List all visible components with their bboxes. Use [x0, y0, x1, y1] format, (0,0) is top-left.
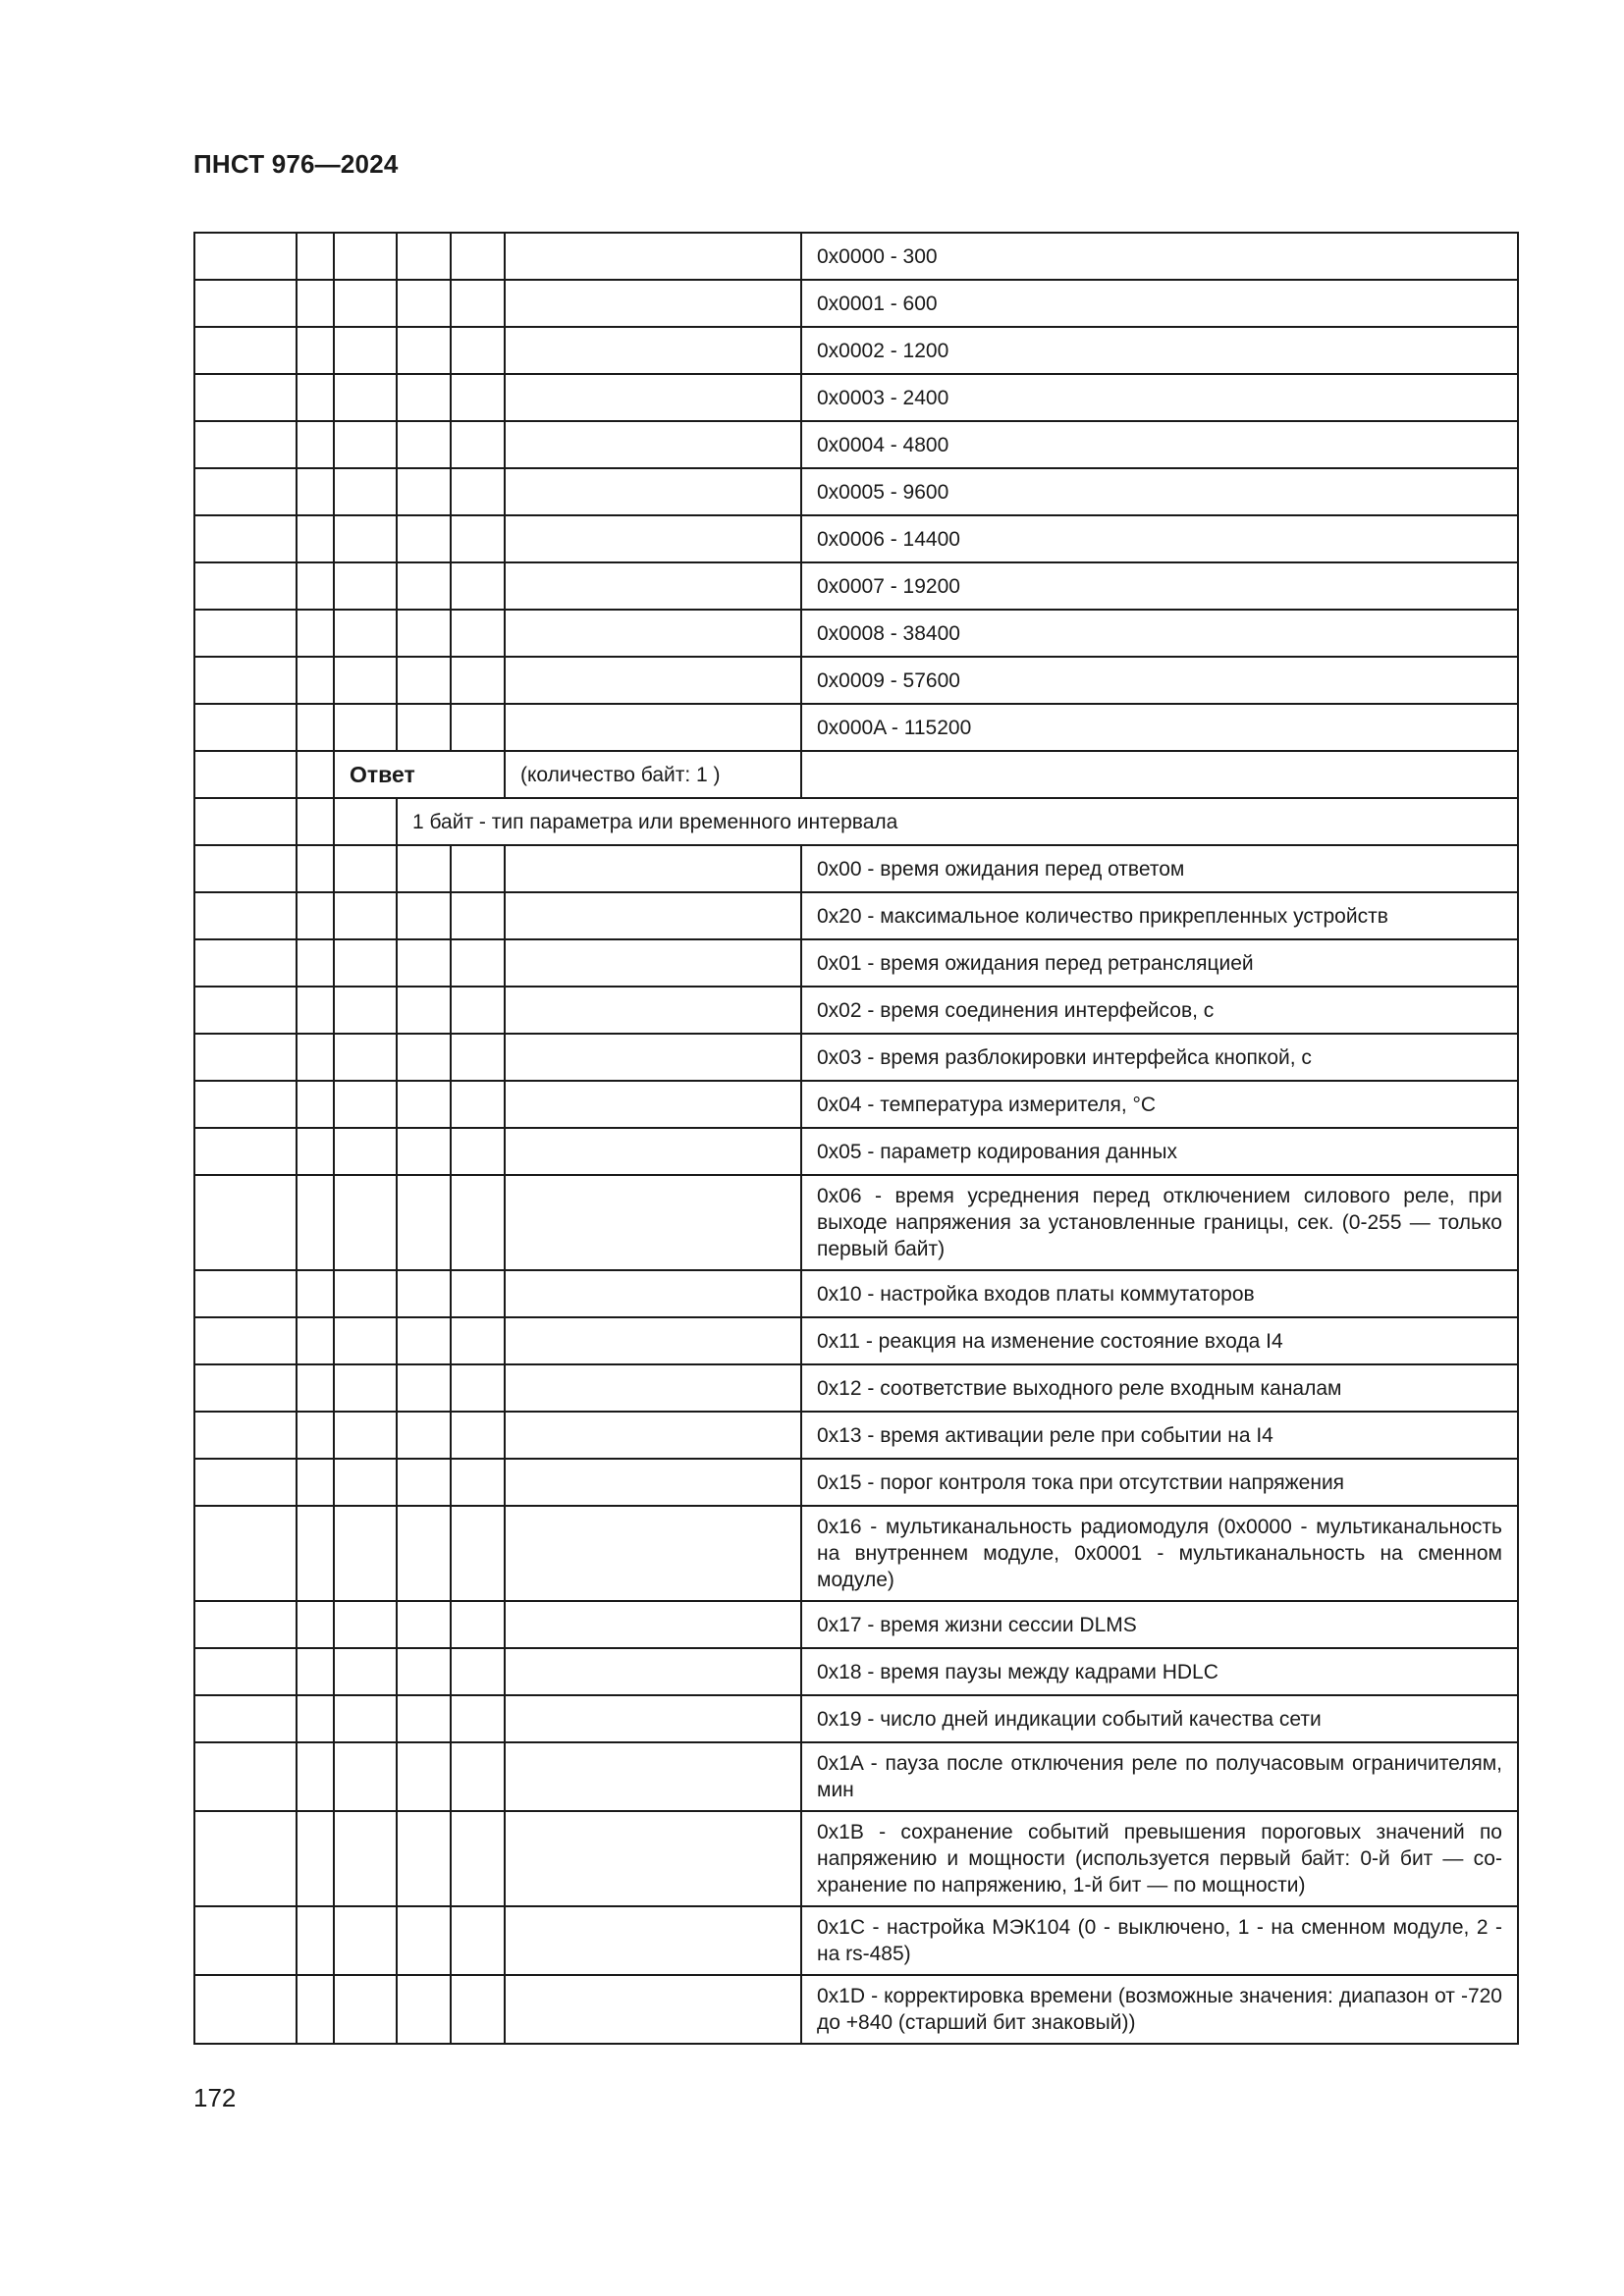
table-row	[194, 1601, 1518, 1648]
value-description: 0x17 - время жизни сессии DLMS	[801, 1601, 1518, 1648]
empty-cell	[194, 1906, 297, 1975]
empty-cell	[397, 892, 451, 939]
empty-cell	[194, 1364, 297, 1412]
empty-cell	[397, 1081, 451, 1128]
empty-cell	[194, 1506, 297, 1601]
empty-cell	[194, 751, 297, 798]
document-header: ПНСТ 976—2024	[193, 149, 399, 179]
value-description: 0x10 - настройка входов платы коммутаторов	[801, 1270, 1518, 1317]
empty-cell	[451, 939, 505, 987]
value-description: 0x0009 - 57600	[801, 657, 1518, 704]
empty-cell	[505, 562, 801, 610]
empty-cell	[451, 1034, 505, 1081]
empty-cell	[194, 939, 297, 987]
empty-cell	[334, 1081, 397, 1128]
empty-cell	[505, 327, 801, 374]
empty-cell	[397, 1034, 451, 1081]
empty-cell	[451, 987, 505, 1034]
table-row	[194, 468, 1518, 515]
empty-cell	[194, 421, 297, 468]
value-description: 0x0002 - 1200	[801, 327, 1518, 374]
empty-cell	[451, 1601, 505, 1648]
empty-cell	[505, 1270, 801, 1317]
empty-cell	[397, 704, 451, 751]
empty-cell	[451, 1128, 505, 1175]
empty-cell	[334, 233, 397, 280]
empty-cell	[297, 1412, 334, 1459]
empty-cell	[297, 1459, 334, 1506]
empty-cell	[451, 327, 505, 374]
empty-cell	[334, 1317, 397, 1364]
empty-cell	[505, 1317, 801, 1364]
table-row	[194, 1412, 1518, 1459]
empty-cell	[505, 374, 801, 421]
empty-cell	[451, 1648, 505, 1695]
table-row	[194, 421, 1518, 468]
empty-cell	[451, 280, 505, 327]
table-row	[194, 704, 1518, 751]
empty-cell	[297, 798, 334, 845]
empty-cell	[334, 1412, 397, 1459]
empty-cell	[297, 280, 334, 327]
empty-cell	[194, 280, 297, 327]
empty-cell	[397, 1648, 451, 1695]
empty-cell	[451, 704, 505, 751]
value-description: 0x0004 - 4800	[801, 421, 1518, 468]
empty-cell	[505, 1648, 801, 1695]
empty-cell	[297, 1128, 334, 1175]
empty-cell	[505, 280, 801, 327]
table-row	[194, 1811, 1518, 1906]
empty-cell	[334, 987, 397, 1034]
empty-cell	[297, 1034, 334, 1081]
empty-cell	[397, 1695, 451, 1742]
empty-cell	[397, 1601, 451, 1648]
empty-cell	[334, 704, 397, 751]
empty-cell	[505, 1811, 801, 1906]
empty-cell	[505, 939, 801, 987]
empty-cell	[451, 562, 505, 610]
value-description: 0x0005 - 9600	[801, 468, 1518, 515]
empty-cell	[451, 1364, 505, 1412]
empty-cell	[334, 327, 397, 374]
empty-cell	[505, 1128, 801, 1175]
empty-cell	[297, 704, 334, 751]
table-row	[194, 1175, 1518, 1270]
empty-cell	[451, 845, 505, 892]
empty-cell	[297, 751, 334, 798]
empty-cell	[334, 374, 397, 421]
empty-cell	[194, 987, 297, 1034]
empty-cell	[451, 657, 505, 704]
empty-cell	[297, 1811, 334, 1906]
empty-cell	[451, 468, 505, 515]
empty-cell	[297, 1506, 334, 1601]
value-description: 0x0001 - 600	[801, 280, 1518, 327]
empty-cell	[505, 1601, 801, 1648]
value-description: 0x0000 - 300	[801, 233, 1518, 280]
value-description: 0x000A - 115200	[801, 704, 1518, 751]
empty-cell	[801, 751, 1518, 798]
empty-cell	[397, 1906, 451, 1975]
empty-cell	[334, 1175, 397, 1270]
empty-cell	[334, 515, 397, 562]
empty-cell	[334, 468, 397, 515]
empty-cell	[397, 1270, 451, 1317]
empty-cell	[397, 1811, 451, 1906]
table-row	[194, 610, 1518, 657]
empty-cell	[505, 610, 801, 657]
empty-cell	[451, 1506, 505, 1601]
empty-cell	[505, 1459, 801, 1506]
empty-cell	[194, 233, 297, 280]
empty-cell	[451, 610, 505, 657]
table-row	[194, 1906, 1518, 1975]
empty-cell	[397, 562, 451, 610]
empty-cell	[194, 657, 297, 704]
empty-cell	[194, 1128, 297, 1175]
value-description: 0x11 - реакция на изменение состояние входа I4	[801, 1317, 1518, 1364]
empty-cell	[505, 1412, 801, 1459]
empty-cell	[397, 987, 451, 1034]
empty-cell	[334, 1811, 397, 1906]
empty-cell	[451, 1906, 505, 1975]
value-description: 0x12 - соответствие выходного реле входным каналам	[801, 1364, 1518, 1412]
empty-cell	[297, 233, 334, 280]
table-row	[194, 892, 1518, 939]
empty-cell	[334, 892, 397, 939]
table-row	[194, 1081, 1518, 1128]
value-description: 0x04 - температура измерителя, °С	[801, 1081, 1518, 1128]
empty-cell	[505, 515, 801, 562]
empty-cell	[194, 845, 297, 892]
empty-cell	[297, 1601, 334, 1648]
empty-cell	[451, 1270, 505, 1317]
empty-cell	[334, 1128, 397, 1175]
empty-cell	[297, 1317, 334, 1364]
table-row	[194, 280, 1518, 327]
empty-cell	[505, 1906, 801, 1975]
empty-cell	[297, 327, 334, 374]
value-description: 0x0003 - 2400	[801, 374, 1518, 421]
empty-cell	[505, 468, 801, 515]
empty-cell	[505, 1742, 801, 1811]
empty-cell	[334, 562, 397, 610]
empty-cell	[194, 798, 297, 845]
empty-cell	[297, 421, 334, 468]
empty-cell	[297, 939, 334, 987]
table-row	[194, 562, 1518, 610]
value-description: 0x16 - мультиканальность радиомодуля (0x0000 - мультиканальность на внутреннем модуле, 0x0001 - мультиканальность на сменном модуле)	[801, 1506, 1518, 1601]
empty-cell	[334, 421, 397, 468]
empty-cell	[451, 1175, 505, 1270]
empty-cell	[505, 1081, 801, 1128]
empty-cell	[297, 1270, 334, 1317]
empty-cell	[194, 1034, 297, 1081]
empty-cell	[397, 1742, 451, 1811]
table-row	[194, 374, 1518, 421]
empty-cell	[451, 1975, 505, 2044]
empty-cell	[297, 892, 334, 939]
empty-cell	[334, 610, 397, 657]
empty-cell	[297, 1175, 334, 1270]
empty-cell	[194, 1601, 297, 1648]
empty-cell	[297, 374, 334, 421]
empty-cell	[194, 1811, 297, 1906]
empty-cell	[397, 468, 451, 515]
value-description: 0x19 - число дней индикации событий качества сети	[801, 1695, 1518, 1742]
value-description: 0x02 - время соединения интерфейсов, с	[801, 987, 1518, 1034]
empty-cell	[297, 1648, 334, 1695]
table-row	[194, 1317, 1518, 1364]
empty-cell	[334, 798, 397, 845]
empty-cell	[397, 845, 451, 892]
table-row	[194, 1742, 1518, 1811]
value-description: 0x05 - параметр кодирования данных	[801, 1128, 1518, 1175]
table-row	[194, 1975, 1518, 2044]
empty-cell	[334, 280, 397, 327]
empty-cell	[194, 1317, 297, 1364]
empty-cell	[505, 704, 801, 751]
empty-cell	[194, 515, 297, 562]
table-row	[194, 1034, 1518, 1081]
empty-cell	[334, 845, 397, 892]
empty-cell	[297, 1364, 334, 1412]
value-description: 0x20 - максимальное количество прикрепленных устройств	[801, 892, 1518, 939]
empty-cell	[505, 1695, 801, 1742]
empty-cell	[451, 233, 505, 280]
value-description: 0x0008 - 38400	[801, 610, 1518, 657]
empty-cell	[505, 1975, 801, 2044]
empty-cell	[451, 892, 505, 939]
empty-cell	[194, 892, 297, 939]
empty-cell	[194, 1695, 297, 1742]
table-row	[194, 1506, 1518, 1601]
empty-cell	[334, 657, 397, 704]
empty-cell	[334, 1906, 397, 1975]
value-description: 0x0006 - 14400	[801, 515, 1518, 562]
empty-cell	[334, 1601, 397, 1648]
table-row	[194, 1459, 1518, 1506]
empty-cell	[397, 1175, 451, 1270]
value-description: 0x1A - пауза после отключения реле по получасовым ограничителям, мин	[801, 1742, 1518, 1811]
table-row	[194, 1695, 1518, 1742]
empty-cell	[505, 233, 801, 280]
empty-cell	[334, 1648, 397, 1695]
value-description: 0x13 - время активации реле при событии на I4	[801, 1412, 1518, 1459]
empty-cell	[194, 1975, 297, 2044]
empty-cell	[194, 1081, 297, 1128]
response-label: Ответ	[334, 751, 505, 798]
empty-cell	[505, 421, 801, 468]
empty-cell	[297, 610, 334, 657]
empty-cell	[194, 1175, 297, 1270]
empty-cell	[334, 1695, 397, 1742]
table-row	[194, 1364, 1518, 1412]
empty-cell	[505, 892, 801, 939]
empty-cell	[397, 1317, 451, 1364]
empty-cell	[451, 1811, 505, 1906]
empty-cell	[334, 1975, 397, 2044]
empty-cell	[505, 845, 801, 892]
empty-cell	[194, 1412, 297, 1459]
empty-cell	[451, 515, 505, 562]
empty-cell	[397, 374, 451, 421]
response-row	[194, 751, 1518, 798]
value-description: 0x1C - настройка МЭК104 (0 - выключено, 1 - на сменном модуле, 2 - на rs-485)	[801, 1906, 1518, 1975]
page-number: 172	[193, 2083, 237, 2112]
empty-cell	[194, 1270, 297, 1317]
empty-cell	[194, 1742, 297, 1811]
empty-cell	[451, 1317, 505, 1364]
table-row	[194, 515, 1518, 562]
empty-cell	[334, 1459, 397, 1506]
empty-cell	[397, 610, 451, 657]
table-row	[194, 1128, 1518, 1175]
table-row	[194, 1648, 1518, 1695]
empty-cell	[397, 1459, 451, 1506]
empty-cell	[334, 1270, 397, 1317]
table-body	[194, 233, 1518, 2044]
empty-cell	[297, 1742, 334, 1811]
empty-cell	[397, 1128, 451, 1175]
empty-cell	[397, 421, 451, 468]
empty-cell	[194, 374, 297, 421]
table-row	[194, 327, 1518, 374]
empty-cell	[194, 1459, 297, 1506]
value-description: 0x0007 - 19200	[801, 562, 1518, 610]
table-row	[194, 987, 1518, 1034]
empty-cell	[334, 1506, 397, 1601]
empty-cell	[194, 610, 297, 657]
empty-cell	[194, 1648, 297, 1695]
empty-cell	[397, 280, 451, 327]
value-description: 0x03 - время разблокировки интерфейса кнопкой, с	[801, 1034, 1518, 1081]
table-row	[194, 657, 1518, 704]
empty-cell	[451, 1412, 505, 1459]
value-description: 0x06 - время усреднения перед отключением силового реле, при выходе напряжения за установленные границы, сек. (0-255 — только первый байт)	[801, 1175, 1518, 1270]
table-row	[194, 1270, 1518, 1317]
empty-cell	[451, 1459, 505, 1506]
empty-cell	[397, 1412, 451, 1459]
empty-cell	[397, 939, 451, 987]
empty-cell	[451, 1695, 505, 1742]
value-description: 0x1D - корректировка времени (возможные значения: диапазон от -720 до +840 (старший бит знаковый))	[801, 1975, 1518, 2044]
empty-cell	[334, 1364, 397, 1412]
empty-cell	[297, 1695, 334, 1742]
empty-cell	[334, 1742, 397, 1811]
empty-cell	[505, 1364, 801, 1412]
empty-cell	[297, 1975, 334, 2044]
empty-cell	[397, 233, 451, 280]
empty-cell	[451, 1742, 505, 1811]
value-description: 0x15 - порог контроля тока при отсутствии напряжения	[801, 1459, 1518, 1506]
empty-cell	[397, 327, 451, 374]
empty-cell	[505, 1034, 801, 1081]
empty-cell	[297, 562, 334, 610]
empty-cell	[397, 515, 451, 562]
byte-note-row	[194, 798, 1518, 845]
parameter-table	[193, 232, 1519, 2045]
value-description: 0x01 - время ожидания перед ретрансляцией	[801, 939, 1518, 987]
empty-cell	[194, 562, 297, 610]
empty-cell	[334, 1034, 397, 1081]
empty-cell	[297, 657, 334, 704]
value-description: 0x00 - время ожидания перед ответом	[801, 845, 1518, 892]
empty-cell	[451, 374, 505, 421]
empty-cell	[297, 845, 334, 892]
empty-cell	[451, 1081, 505, 1128]
empty-cell	[297, 1906, 334, 1975]
response-byte-count: (количество байт: 1 )	[505, 751, 801, 798]
table-row	[194, 233, 1518, 280]
empty-cell	[194, 327, 297, 374]
table-row	[194, 845, 1518, 892]
empty-cell	[397, 1975, 451, 2044]
empty-cell	[505, 987, 801, 1034]
empty-cell	[397, 1364, 451, 1412]
byte-description: 1 байт - тип параметра или временного интервала	[397, 798, 1518, 845]
empty-cell	[397, 657, 451, 704]
value-description: 0x1B - сохранение событий превышения пороговых значений по напряжению и мощности (используется первый байт: 0-й бит — сохранение по напряжению, 1-й бит — по мощности)	[801, 1811, 1518, 1906]
empty-cell	[194, 704, 297, 751]
empty-cell	[297, 987, 334, 1034]
table-row	[194, 939, 1518, 987]
empty-cell	[505, 657, 801, 704]
empty-cell	[297, 1081, 334, 1128]
value-description: 0x18 - время паузы между кадрами HDLC	[801, 1648, 1518, 1695]
empty-cell	[397, 1506, 451, 1601]
empty-cell	[334, 939, 397, 987]
empty-cell	[297, 468, 334, 515]
empty-cell	[194, 468, 297, 515]
empty-cell	[451, 421, 505, 468]
empty-cell	[505, 1506, 801, 1601]
empty-cell	[297, 515, 334, 562]
empty-cell	[505, 1175, 801, 1270]
